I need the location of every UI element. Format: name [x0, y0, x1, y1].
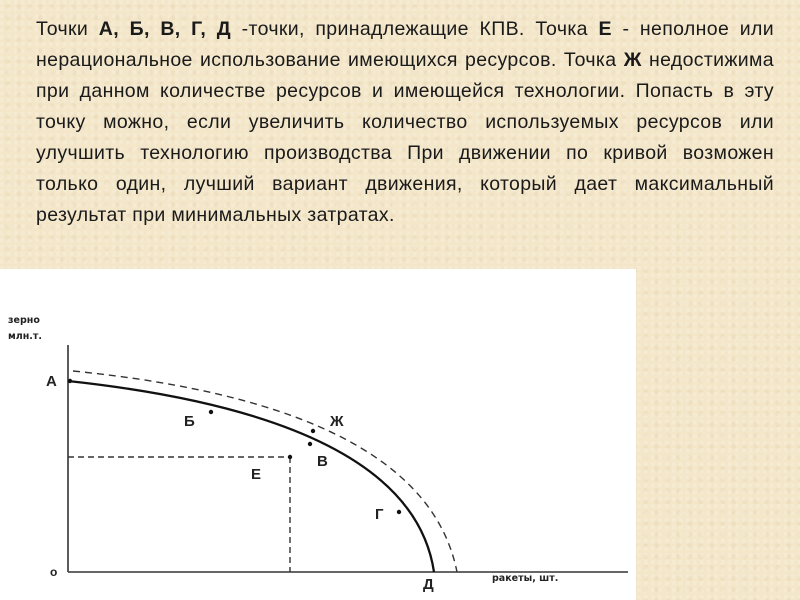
point-a-marker [68, 379, 72, 383]
point-g-marker [397, 510, 401, 514]
point-zh-label: Ж [330, 413, 344, 430]
shifted-ppf-curve [73, 371, 457, 572]
y-axis-label-line1: зерно [8, 315, 40, 326]
point-b-label: Б [184, 413, 195, 430]
point-b-marker [209, 410, 213, 414]
point-e-marker [288, 455, 292, 459]
point-g-label: Г [375, 506, 384, 523]
text-part-4: недостижима при данном количестве ресурсов и имеющейся технологии. Попасть в эту точку можно, если увеличить количество используемых ресурсов или улучшить технологию производства При движении по кривой возможен только один, лучший вариант движения, который дает максимальный результат при минимальных затратах. [36, 49, 774, 226]
point-v-marker [308, 442, 312, 446]
point-d-label: Д [423, 576, 434, 593]
point-v-label: В [317, 453, 328, 470]
text-points-ppf: А, Б, В, Г, Д [98, 18, 232, 40]
point-a-label: А [46, 373, 57, 390]
text-point-e: Е [598, 18, 612, 40]
point-zh-marker [311, 429, 315, 433]
text-part-2: -точки, принадлежащие КПВ. Точка [231, 18, 599, 40]
text-part-1: Точки [36, 18, 99, 40]
y-axis-label-line2: млн.т. [8, 331, 43, 342]
x-axis-label: ракеты, шт. [492, 573, 559, 584]
text-part-3: - неполное или нерациональное использование имеющихся ресурсов. Точка [36, 18, 774, 71]
point-e-label: Е [251, 466, 262, 483]
origin-label: о [50, 565, 58, 579]
text-point-zh: Ж [623, 49, 642, 71]
